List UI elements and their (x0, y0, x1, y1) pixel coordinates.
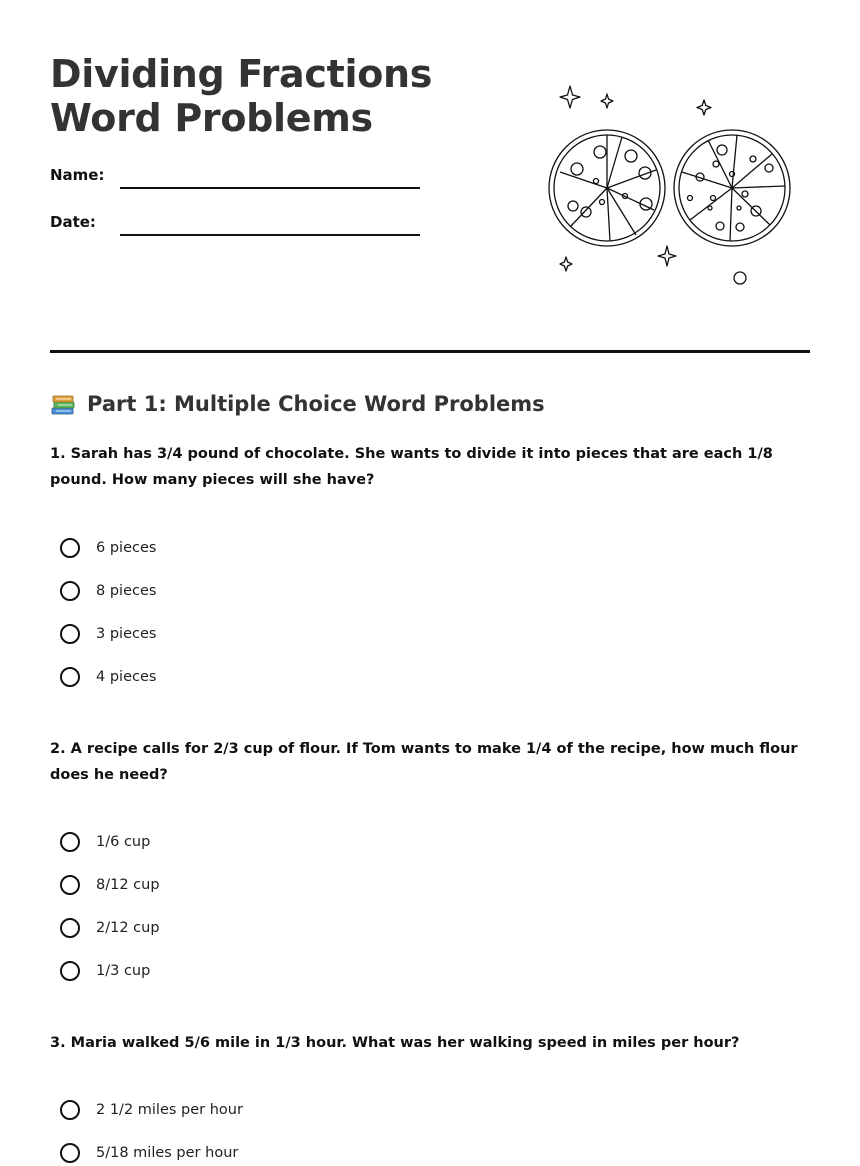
name-field[interactable] (120, 187, 420, 189)
radio-button[interactable] (60, 624, 80, 644)
q3-option-b[interactable] (60, 1140, 238, 1166)
option-label: 8/12 cup (96, 877, 160, 893)
radio-button[interactable] (60, 1100, 80, 1120)
sparkle-icon (560, 257, 572, 271)
radio-button[interactable] (60, 961, 80, 981)
q1-option-b[interactable] (60, 578, 156, 604)
question-2: 2. A recipe calls for 2/3 cup of flour. If Tom wants to make 1/4 of the recipe, how much flour does he need? (50, 741, 798, 783)
sparkle-icon (697, 100, 711, 115)
radio-button[interactable] (60, 918, 80, 938)
q1-option-d[interactable] (60, 664, 156, 690)
option-label: 2 1/2 miles per hour (96, 1102, 243, 1118)
pizza-illustration (540, 80, 800, 295)
radio-button[interactable] (60, 832, 80, 852)
pizza-icon (674, 130, 790, 246)
option-label: 4 pieces (96, 669, 157, 685)
option-label: 2/12 cup (96, 920, 160, 936)
sparkle-icon (658, 246, 676, 266)
circle-icon (734, 272, 746, 284)
sparkle-icon (560, 86, 580, 108)
option-label: 5/18 miles per hour (96, 1145, 239, 1161)
q2-option-b[interactable] (60, 872, 160, 898)
date-label: Date: (50, 213, 96, 231)
q3-option-a[interactable] (60, 1097, 243, 1123)
option-label: 1/3 cup (96, 963, 151, 979)
q1-option-c[interactable] (60, 621, 156, 647)
option-label: 6 pieces (96, 540, 157, 556)
page-title: Dividing Fractions Word Problems (50, 52, 433, 140)
radio-button[interactable] (60, 1143, 80, 1163)
option-label: 1/6 cup (96, 834, 151, 850)
pizza-icon (549, 130, 665, 246)
section-heading (50, 389, 545, 419)
option-label: 3 pieces (96, 626, 157, 642)
q2-option-d[interactable] (60, 958, 150, 984)
radio-button[interactable] (60, 667, 80, 687)
section-divider (50, 350, 810, 353)
question-3: 3. Maria walked 5/6 mile in 1/3 hour. What was her walking speed in miles per hour? (50, 1035, 740, 1051)
q2-option-c[interactable] (60, 915, 160, 941)
q1-option-a[interactable] (60, 535, 156, 561)
question-1: 1. Sarah has 3/4 pound of chocolate. She wants to divide it into pieces that are each 1/8 pound. How many pieces will she have? (50, 446, 773, 488)
sparkle-icon (601, 94, 613, 108)
section-heading-text: Part 1: Multiple Choice Word Problems (87, 392, 545, 416)
name-label: Name: (50, 166, 105, 184)
q2-option-a[interactable] (60, 829, 150, 855)
option-label: 8 pieces (96, 583, 157, 599)
date-field[interactable] (120, 234, 420, 236)
books-icon (50, 391, 76, 417)
radio-button[interactable] (60, 538, 80, 558)
radio-button[interactable] (60, 581, 80, 601)
radio-button[interactable] (60, 875, 80, 895)
